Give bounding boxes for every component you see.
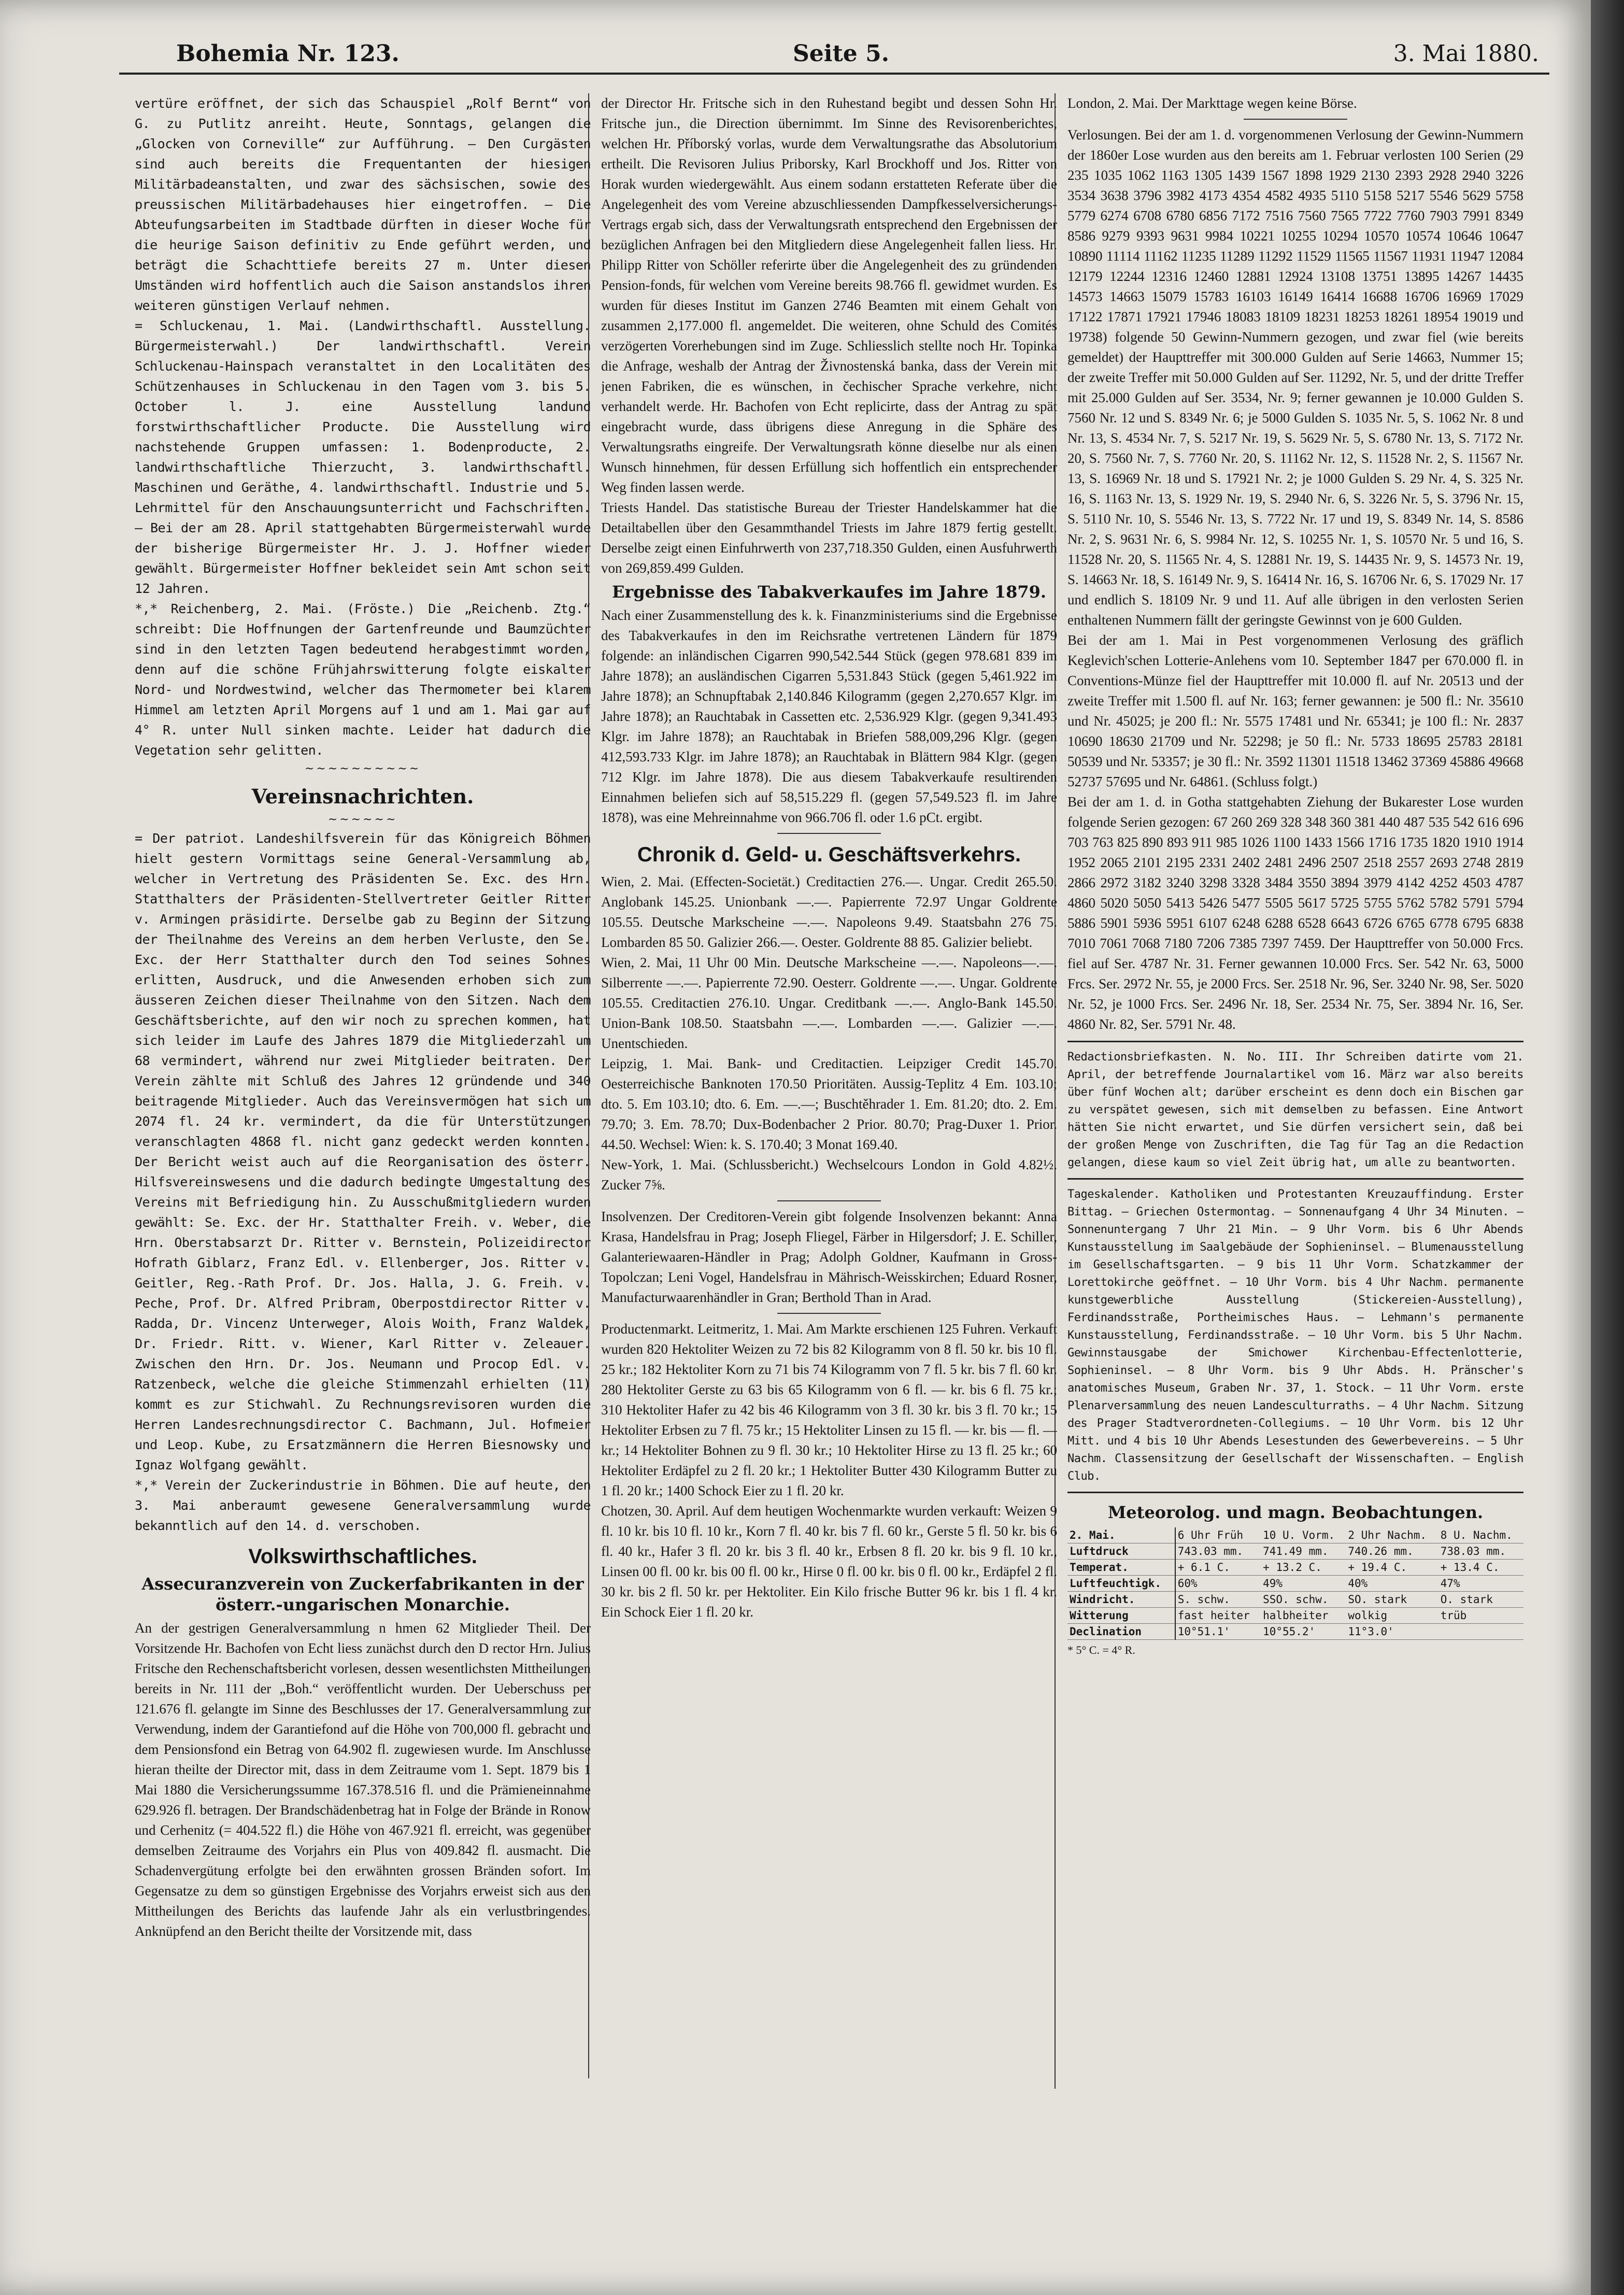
meteo-table xyxy=(1067,1527,1523,1640)
table-cell: 6 Uhr Früh xyxy=(1175,1527,1261,1543)
table-row xyxy=(1067,1527,1523,1543)
section-heading-meteo: Meteorolog. und magn. Beobachtungen. xyxy=(1107,1503,1484,1522)
market-wien-societaet: Wien, 2. Mai. (Effecten-Societät.) Creditactien 276.—. Ungar. Credit 265.50. Anglobank 145.25. Unionbank —.—. Papierrente 72.97 Ungar Goldrente 105.55. Deutsche Markscheine —.—. Napoleons 9.49. Staatsbahn 276 75. Lombarden 85 50. Galizier 266.—. Oester. Goldrente 88 85. Galizier beliebt. xyxy=(601,874,1057,950)
section-heading-volkswirthschaft: Volkswirthschaftliches. xyxy=(248,1545,477,1568)
divider xyxy=(777,1313,881,1314)
article-tageskalender: Tageskalender. Katholiken und Protestanten Kreuzauffindung. Erster Bittag. — Griechen Ostermontag. — Sonnenaufgang 4 Uhr 34 Minuten. — Sonnenuntergang 7 Uhr 21 Min. — 9 Uhr Vorm. bis 6 Uhr Abends Kunstausstellung im Saalgebäude der Sophieninsel. — Blumenausstellung im Gesellschaftsgarten. — 9 bis 11 Uhr Vorm. Schatzkammer der Lorettokirche geöffnet. — 10 Uhr Vorm. bis 4 Uhr Nachm. permanente kunstgewerbliche Ausstellung (Stickereien-Ausstellung), Ferdinandsstraße, Portheimisches Haus. — Lehmann's permanente Kunstausstellung, Ferdinandsstraße. — 10 Uhr Vorm. bis 5 Uhr Nachm. Gewinnstausgabe der Smichower Kirchenbau-Effectenlotterie, Sophieninsel. — 8 Uhr Vorm. bis 9 Uhr Abds. H. Pränscher's anatomisches Museum, Graben Nr. 37, 1. Stock. — 11 Uhr Vorm. erste Plenarversammlung des neuen Landesculturraths. — 4 Uhr Nachm. Sitzung des Prager Stadtverordneten-Collegiums. — 10 Uhr Vorm. bis 12 Uhr Mitt. und 4 bis 10 Uhr Abends Lesestunden des Gewerbevereins. — 5 Uhr Nachm. Classensitzung der Gesellschaft der Wissenschaften. — English Club. xyxy=(1067,1188,1523,1483)
table-cell: 40% xyxy=(1346,1576,1438,1592)
table-cell: 49% xyxy=(1261,1576,1346,1592)
page-edge-shadow xyxy=(1591,0,1624,2295)
table-row xyxy=(1067,1560,1523,1576)
column-1 xyxy=(135,93,591,2073)
column-3 xyxy=(1067,93,1523,2078)
divider xyxy=(777,833,881,834)
divider: ~~~~~~~~~~ xyxy=(304,762,421,775)
table-cell: + 13.4 C. xyxy=(1438,1560,1523,1576)
market-new-york: New-York, 1. Mai. (Schlussbericht.) Wechselcours London in Gold 4.82½. Zucker 7⅝. xyxy=(601,1157,1057,1193)
page-content xyxy=(119,36,1549,2265)
header-date: 3. Mai 1880. xyxy=(1393,40,1539,67)
article-schluckenau: = Schluckenau, 1. Mai. (Landwirthschaftl. Ausstellung. Bürgermeisterwahl.) Der landwirthschaftl. Verein Schluckenau-Hainspach veranstaltet in den Localitäten des Schützenhauses in Schluckenau in den Tagen vom 3. bis 5. October l. J. eine Ausstellung landund forstwirthschaftlicher Producte. Die Ausstellung wird nachstehende Gruppen umfassen: 1. Bodenproducte, 2. landwirthschaftliche Thierzucht, 3. landwirthschaftl. Maschinen und Geräthe, 4. landwirthschaftl. Industrie und 5. Lehrmittel für den Anschauungsunterricht und Fachschriften. — Bei der am 28. April stattgehabten Bürgermeisterwahl wurde der bisherige Bürgermeister Hr. J. J. Hoffner wieder gewählt. Bürgermeister Hoffner bekleidet sein Amt schon seit 12 Jahren. xyxy=(135,318,591,596)
table-row xyxy=(1067,1592,1523,1608)
table-cell: 2. Mai. xyxy=(1067,1527,1175,1543)
article-keglevich: Bei der am 1. Mai in Pest vorgenommenen Verlosung des gräflich Keglevich'schen Lotterie-Anlehens vom 10. September 1847 per 670.000 fl. in Conventions-Münze fiel der Haupttreffer mit 10.000 fl. auf Nr. 20513 und der zweite Treffer mit 1.500 fl. auf Nr. 163; ferner gewannen: je 500 fl.: Nr. 35610 und Nr. 45025; je 200 fl.: Nr. 5575 17481 und Nr. 65341; je 100 fl.: Nr. 2837 10690 18630 21709 und Nr. 52298; je 50 fl.: Nr. 5733 18695 25783 28181 50539 und Nr. 53357; je 30 fl.: Nr. 3592 11301 11518 13462 37369 45886 49668 52737 57695 und Nr. 64861. (Schluss folgt.) xyxy=(1067,632,1523,789)
table-cell: trüb xyxy=(1438,1608,1523,1624)
market-leitmeritz: Productenmarkt. Leitmeritz, 1. Mai. Am Markte erschienen 125 Fuhren. Verkauft wurden 820 Hektoliter Weizen zu 72 bis 82 Kilogramm von 8 fl. 50 kr. bis 10 fl. 25 kr.; 182 Hektoliter Korn zu 71 bis 74 Kilogramm von 7 fl. 5 kr. bis 7 fl. 60 kr. 280 Hektoliter Gerste zu 63 bis 65 Kilogramm von 6 fl. — kr. bis 6 fl. 75 kr.; 310 Hektoliter Hafer zu 42 bis 46 Kilogramm von 3 fl. 30 kr. bis 3 fl. 70 kr.; 15 Hektoliter Erbsen zu 7 fl. 75 kr.; 15 Hektoliter Linsen zu 15 fl. — kr. bis — fl. — kr.; 14 Hektoliter Bohnen zu 9 fl. 30 kr.; 10 Hektoliter Hirse zu 13 fl. 25 kr.; 60 Hektoliter Erdäpfel zu 2 fl. 20 kr.; 1 Hektoliter Butter 430 Kilogramm Butter zu 1 fl. 20 kr.; 1400 Schock Eier zu 1 fl. 20 kr. xyxy=(601,1321,1057,1498)
divider xyxy=(1244,119,1347,120)
table-cell: 2 Uhr Nachm. xyxy=(1346,1527,1438,1543)
market-wien: Wien, 2. Mai, 11 Uhr 00 Min. Deutsche Markscheine —.—. Napoleons—.—. Silberrente —.—. Papierrente 72.90. Oesterr. Goldrente —.—. Ungar. Goldrente 105.55. Creditactien 276.10. Ungar. Creditbank —.—. Anglo-Bank 145.50. Union-Bank 108.50. Staatsbahn —.—. Lombarden —.—. Galizier —.—. Unentschieden. xyxy=(601,955,1057,1051)
table-cell: 740.26 mm. xyxy=(1346,1543,1438,1560)
table-row xyxy=(1067,1624,1523,1640)
table-cell: Windricht. xyxy=(1067,1592,1175,1608)
article-reichenberg: *,* Reichenberg, 2. Mai. (Fröste.) Die „Reichenb. Ztg.“ schreibt: Die Hoffnungen der Gartenfreunde und Baumzüchter sind in den letzten Tagen bedeutend herabgestimmt worden, denn auf die schöne Frühjahrswitterung folgte eiskalter Nord- und Nordwestwind, welcher das Thermometer bei klarem Himmel am letzten April Morgens auf 1 und am 1. Mai gar auf 4° R. unter Null sinken machte. Leider hat dadurch die Vegetation sehr gelitten. xyxy=(135,601,591,758)
meteo-note: * 5° C. = 4° R. xyxy=(1067,1644,1135,1656)
divider xyxy=(1067,1492,1523,1493)
article-briefkasten: Redactionsbriefkasten. N. No. III. Ihr Schreiben datirte vom 21. April, der betreffende Journalartikel vom 16. März war also bereits über fünf Wochen alt; darüber erscheint es denn doch ein Bischen gar zu verspätet gewesen, sich mit demselben zu befassen. Eine Antwort hätten Sie nicht erwartet, und Sie dürfen versichert sein, daß bei der großen Menge von Zuschriften, die Tag für Tag an die Redaction gelangen, diese kaum so viel Zeit übrig hat, um alle zu beantworten. xyxy=(1067,1051,1523,1169)
table-cell: halbheiter xyxy=(1261,1608,1346,1624)
article-heading-assecuranz: Assecuranzverein von Zuckerfabrikanten in der österr.-ungarischen Monarchie. xyxy=(141,1574,584,1614)
table-cell: 10°51.1' xyxy=(1175,1624,1261,1640)
article-zuckerindustrie: *,* Verein der Zuckerindustrie in Böhmen. Die auf heute, den 3. Mai anberaumt gewesene Generalversammlung wurde bekanntlich auf den 14. d. verschoben. xyxy=(135,1478,591,1533)
divider xyxy=(1067,1041,1523,1042)
table-cell: 8 U. Nachm. xyxy=(1438,1527,1523,1543)
article-bukarester: Bei der am 1. d. in Gotha stattgehabten Ziehung der Bukarester Lose wurden folgende Serien gezogen: 67 260 269 328 348 360 381 440 487 535 542 616 696 703 763 825 890 893 911 985 1026 1100 1433 1566 1716 1735 1820 1910 1914 1952 2065 2101 2195 2331 2402 2481 2496 2507 2518 2557 2693 2748 2819 2866 2972 3182 3240 3298 3328 3484 3550 3894 3979 4142 4252 4503 4787 4860 5020 5050 5413 5426 5477 5505 5617 5725 5755 5762 5782 5791 5794 5886 5901 5936 5951 6107 6248 6288 6528 6643 6726 6765 6778 6795 6838 7010 7061 7068 7180 7206 7385 7397 7459. Der Haupttreffer von 50.000 Frcs. fiel auf Ser. 4787 Nr. 31. Ferner gewannen 10.000 Frcs. Ser. 542 Nr. 63, 5000 Frcs. Ser. 2972 Nr. 55, je 2000 Frcs. Ser. 2518 Nr. 96, Ser. 3240 Nr. 98, Ser. 5020 Nr. 52, je 1000 Frcs. Ser. 2496 Nr. 18, Ser. 2534 Nr. 75, Ser. 3894 Nr. 16, Ser. 4860 Nr. 82, Ser. 5791 Nr. 48. xyxy=(1067,794,1523,1032)
column-2 xyxy=(601,93,1057,2115)
table-cell: + 13.2 C. xyxy=(1261,1560,1346,1576)
table-cell: Luftdruck xyxy=(1067,1543,1175,1560)
table-cell: fast heiter xyxy=(1175,1608,1261,1624)
market-leipzig: Leipzig, 1. Mai. Bank- und Creditactien. Leipziger Credit 145.70. Oesterreichische Banknoten 170.50 Prioritäten. Aussig-Teplitz 4 Em. 103.10; dto. 5. Em 103.10; dto. 6. Em. —.—; Buschtěhrader 1. Em. 81.20; dto. 2. Em. 79.70; 3. Em. 78.70; Dux-Bodenbacher 2 Prior. 80.70; Prag-Duxer 1. Prior. 44.50. Wechsel: Wien: k. S. 170.40; 3 Monat 169.40. xyxy=(601,1056,1057,1152)
table-cell: + 6.1 C. xyxy=(1175,1560,1261,1576)
table-row xyxy=(1067,1608,1523,1624)
section-heading-chronik: Chronik d. Geld- u. Geschäftsverkehrs. xyxy=(637,843,1021,866)
table-cell: O. stark xyxy=(1438,1592,1523,1608)
page-header xyxy=(119,36,1549,75)
article-assecuranz: An der gestrigen Generalversammlung n hmen 62 Mitglieder Theil. Der Vorsitzende Hr. Bachofen von Echt liess zunächst durch den D rector Hrn. Julius Fritsche den Rechenschaftsbericht vorlesen, dessen wesentlichsten Mittheilungen bereits in Nr. 111 der „Boh.“ veröffentlicht wurden. Der Ueberschuss per 121.676 fl. gelangte im Sinne des Beschlusses der 17. Generalversammlung zur Verwendung, indem der Garantiefond auf die Höhe von 700,000 fl. gebracht und dem Pensionsfond ein Betrag von 64.902 fl. zugewiesen wurde. Im Anschlusse hieran theilte der Director mit, dass in dem Zeitraume vom 1. Sept. 1879 bis 1 Mai 1880 die Versicherungssumme 167.378.516 fl. und die Prämieneinnahme 629.926 fl. betragen. Der Brandschädenbetrag hat in Folge der Brände in Ronow und Cerhenitz (= 404.522 fl.) die Höhe von 467.921 fl. erreicht, was gegenüber demselben Zeitraume des Vorjahrs ein Plus von 409.842 fl. ausmacht. Die Schadenvergütung erfolgte bei den erwähnten grossen Bränden sofort. Im Gegensatze zu dem so günstigen Ergebnisse des Vorjahrs erweist sich aus den Mittheilungen des Berichts das laufende Jahr als ein verlustbringendes. Anknüpfend an den Bericht theilte der Vorsitzende mit, dass xyxy=(135,1620,591,1939)
table-row xyxy=(1067,1576,1523,1592)
table-cell: S. schw. xyxy=(1175,1592,1261,1608)
header-page-number: Seite 5. xyxy=(793,40,890,67)
table-cell: 60% xyxy=(1175,1576,1261,1592)
article-tabak: Nach einer Zusammenstellung des k. k. Finanzministeriums sind die Ergebnisse des Tabakverkaufes in den im Reichsrathe vertretenen Ländern für 1879 folgende: an inländischen Cigarren 990,542.544 Stück (gegen 978.681 839 im Jahre 1878); an ausländischen Cigarren 5,531.843 Stück (gegen 5,461.922 im Jahre 1878); an Schnupftabak 2,140.846 Kilogramm (gegen 2,270.657 Klgr. im Jahre 1878); an Rauchtabak in Cassetten etc. 2,536.929 Klgr. (gegen 9,341.493 Klgr. im Jahre 1878); an Rauchtabak in Briefen 588,009,296 Klgr. (gegen 412,593.733 Klgr. im Jahre 1878); an Rauchtabak in Blättern 984 Klgr. (gegen 712 Klgr. im Jahre 1878). Die aus diesem Tabakverkaufe resultirenden Einnahmen beliefen sich auf 58,515.229 fl. (gegen 57,549.523 fl. im Jahre 1878), was eine Mehreinnahme von 966.706 fl. oder 1.6 pCt. ergibt. xyxy=(601,607,1057,825)
table-cell: Temperat. xyxy=(1067,1560,1175,1576)
table-cell: Declination xyxy=(1067,1624,1175,1640)
table-cell: Witterung xyxy=(1067,1608,1175,1624)
article-triest: Triests Handel. Das statistische Bureau der Triester Handelskammer hat die Detailtabellen über den Gesammthandel Triests im Jahre 1879 fertig gestellt. Derselbe zeigt einen Einfuhrwerth von 237,718.350 Gulden, einen Ausfuhrwerth von 269,859.499 Gulden. xyxy=(601,500,1057,576)
article-insolvenzen: Insolvenzen. Der Creditoren-Verein gibt folgende Insolvenzen bekannt: Anna Krasa, Handelsfrau in Prag; Joseph Fliegel, Färber in Hilgersdorf; J. E. Schiller, Galanteriewaaren-Händler in Prag; Adolph Goldner, Kaufmann in Gross-Topolczan; Leni Vogel, Handelsfrau in Mährisch-Weisskirchen; Eduard Rosner, Manufacturwaarenhändler in Gran; Berthold Than in Arad. xyxy=(601,1209,1057,1305)
table-cell: 741.49 mm. xyxy=(1261,1543,1346,1560)
divider xyxy=(1067,1178,1523,1180)
table-cell: 10°55.2' xyxy=(1261,1624,1346,1640)
table-cell: 10 U. Vorm. xyxy=(1261,1527,1346,1543)
section-heading-verein: Vereinsnachrichten. xyxy=(251,785,474,808)
header-issue: Bohemia Nr. 123. xyxy=(176,40,400,67)
table-cell: + 19.4 C. xyxy=(1346,1560,1438,1576)
market-london: London, 2. Mai. Der Markttage wegen keine Börse. xyxy=(1067,95,1357,111)
table-cell: wolkig xyxy=(1346,1608,1438,1624)
table-cell: 47% xyxy=(1438,1576,1523,1592)
article-landeshilfsverein: = Der patriot. Landeshilfsverein für das Königreich Böhmen hielt gestern Vormittags seine General-Versammlung ab, welcher in Vertretung des Präsidenten Se. Exc. des Hrn. Statthalters der Präsidenten-Stellvertreter Geitler Ritter v. Armingen präsidirte. Derselbe gab zu Beginn der Sitzung der Theilnahme des Vereins an dem herben Verluste, den Se. Exc. der Herr Statthalter durch den Tod seines Sohnes erlitten, Ausdruck, und die Anwesenden erhoben sich zum äusseren Zeichen dieser Theilnahme von den Sitzen. Nach dem Geschäftsberichte, auf den wir noch zu sprechen kommen, hat sich leider im Laufe des Jahres 1879 die Mitgliederzahl um 68 vermindert, während nur zwei Mitglieder beitraten. Der Verein zählte mit Schluß des Jahres 12 gründende und 340 beitragende Mitglieder. Auch das Vereinsvermögen hat sich um 2074 fl. 24 kr. vermindert, da die für Unterstützungen veranschlagten 4868 fl. nicht ganz gedeckt werden konnten. Der Bericht weist auch auf die Reorganisation des österr. Hilfsvereinswesens und die dadurch bedingte Umgestaltung des Vereins mit Befriedigung hin. Zu Ausschußmitgliedern wurden gewählt: Se. Exc. der Hr. Statthalter Freih. v. Weber, die Hrn. Oberstabsarzt Dr. Ritter v. Bernstein, Polizeidirector Hofrath Giblarz, Franz Edl. v. Ellenberger, Jos. Ritter v. Geitler, Reg.-Rath Prof. Dr. Jos. Halla, J. G. Freih. v. Peche, Prof. Dr. Alfred Pribram, Oberpostdirector Ritter v. Radda, Dr. Vincenz Unterweger, Alois Woith, Franz Waldek, Dr. Friedr. Ritt. v. Wiener, Karl Ritter v. Zeleauer. Zwischen den Hrn. Dr. Jos. Neumann und Procop Edl. v. Ratzenbeck, welche die gleiche Stimmenzahl erhielten (11) kommt es zur Stichwahl. Zu Rechnungsrevisoren wurden die Herren Landesrechnungsdirector C. Bachmann, Jul. Hofmeier und Leop. Kube, zu Ersatzmännern die Herren Biesnowsky und Ignaz Wolfgang gewählt. xyxy=(135,831,591,1472)
divider xyxy=(777,1200,881,1201)
table-cell xyxy=(1438,1624,1523,1640)
table-cell: SSO. schw. xyxy=(1261,1592,1346,1608)
article-theater: vertüre eröffnet, der sich das Schauspiel „Rolf Bernt“ von G. zu Putlitz anreiht. Heute, Sonntags, gelangen die „Glocken von Corneville“ zur Aufführung. — Den Curgästen sind auch bereits die Frequentanten der hiesigen Militärbadeanstalten, und zwar des sächsischen, sowie des preussischen Militärbadehauses hier eingetroffen. — Die Abteufungsarbeiten im Stadtbade dürften in dieser Woche für die heurige Saison definitiv zu Ende geführt werden, und beträgt die Schachttiefe bereits 27 m. Unter diesen Umständen wird hoffentlich auch die Saison anstandslos ihren weiteren günstigen Verlauf nehmen. xyxy=(135,96,591,313)
table-cell: SO. stark xyxy=(1346,1592,1438,1608)
table-cell: 743.03 mm. xyxy=(1175,1543,1261,1560)
table-cell: 738.03 mm. xyxy=(1438,1543,1523,1560)
article-heading-tabak: Ergebnisse des Tabakverkaufes im Jahre 1879. xyxy=(611,582,1047,602)
article-verlosungen: Verlosungen. Bei der am 1. d. vorgenommenen Verlosung der Gewinn-Nummern der 1860er Lose wurden aus den bereits am 1. Februar verlosten 100 Serien (29 235 1035 1062 1163 1305 1439 1567 1898 1929 2130 2393 2928 2940 3226 3534 3638 3796 3982 4173 4354 4582 4935 5110 5158 5217 5546 5629 5758 5779 6274 6708 6780 6856 7172 7516 7560 7565 7722 7760 7903 7991 8349 8586 9279 9393 9631 9984 10221 10255 10294 10570 10574 10646 10647 10890 11114 11162 11235 11289 11292 11529 11565 11567 11931 11947 12084 12179 12244 12316 12460 12881 12924 13108 13751 13895 14267 14435 14573 14663 15079 15783 16103 16149 16414 16688 16706 16969 17029 17122 17871 17921 17946 18083 18109 18231 18253 18261 18954 19019 und 19738) folgende 50 Gewinn-Nummern gezogen, und zwar fiel (wie bereits gemeldet) der Haupttreffer mit 300.000 Gulden auf Serie 14663, Nummer 15; der zweite Treffer mit 50.000 Gulden auf Ser. 11292, Nr. 5, und der dritte Treffer mit 25.000 Gulden auf Ser. 3534, Nr. 9; ferner gewannen je 10.000 Gulden S. 7560 Nr. 12 und S. 8349 Nr. 6; je 5000 Gulden S. 1035 Nr. 5, S. 1062 Nr. 8 und Nr. 13, S. 4534 Nr. 7, S. 5217 Nr. 19, S. 5629 Nr. 5, S. 6780 Nr. 13, S. 7172 Nr. 20, S. 7560 Nr. 7, S. 7760 Nr. 20, S. 11162 Nr. 12, S. 11528 Nr. 2, S. 11567 Nr. 13, S. 16969 Nr. 18 und S. 17921 Nr. 2; je 1000 Gulden S. 29 Nr. 4, S. 325 Nr. 16, S. 1163 Nr. 13, S. 1929 Nr. 19, S. 2940 Nr. 6, S. 3226 Nr. 5, S. 3796 Nr. 15, S. 5110 Nr. 10, S. 5546 Nr. 13, S. 7722 Nr. 17 und 19, S. 8349 Nr. 14, S. 8586 Nr. 2, S. 9631 Nr. 6, S. 9984 Nr. 12, S. 10255 Nr. 1, S. 10570 Nr. 5 und 16, S. 11528 Nr. 20, S. 11565 Nr. 4, S. 12881 Nr. 19, S. 14435 Nr. 9, S. 14573 Nr. 19, S. 14663 Nr. 18, S. 16149 Nr. 9, S. 16414 Nr. 16, S. 16706 Nr. 6, S. 17029 Nr. 17 und endlich S. 18109 Nr. 9 und 11. Auf alle übrigen in den verlosten Serien enthaltenen Nummern fällt der geringste Gewinnst von je 600 Gulden. xyxy=(1067,127,1523,628)
table-cell: 11°3.0' xyxy=(1346,1624,1438,1640)
market-chotzen: Chotzen, 30. April. Auf dem heutigen Wochenmarkte wurden verkauft: Weizen 9 fl. 10 kr. bis 10 fl. 10 kr., Korn 7 fl. 40 kr. bis 7 fl. 60 kr., Gerste 5 fl. 50 kr. bis 6 fl. 40 kr., Hafer 3 fl. 20 kr. bis 3 fl. 40 kr., Erbsen 8 fl. 20 kr. bis 9 fl. 10 kr., Linsen 00 fl. 00 kr. bis 00 fl. 00 kr., Hirse 0 fl. 00 kr. bis 0 fl. 00 kr., Erdäpfel 2 fl. 30 kr. bis 2 fl. 50 kr. per Hektoliter. Ein Kilo frische Butter 96 kr. bis 1 fl. 4 kr. Ein Schock Eier 1 fl. 20 kr. xyxy=(601,1503,1057,1620)
table-row xyxy=(1067,1543,1523,1560)
article-assecuranz-cont: der Director Hr. Fritsche sich in den Ruhestand begibt und dessen Sohn Hr. Fritsche jun., die Direction übernimmt. Im Sinne des Revisorenberichtes, welchen Hr. Příborský vorlas, wurde dem Verwaltungsrathe das Absolutorium ertheilt. Die Revisoren Julius Priborsky, Karl Brockhoff und Jos. Ritter von Horak wurden wiedergewählt. Aus einem sodann erstatteten Referate über die Angelegenheit des vom Vereine abzuschliessenden Dampfkesselversicherungs-Vertrags ergab sich, dass der Verwaltungsrath entsprechend den Ergebnissen der bezüglichen Anfragen bei den Mitgliedern diese Angelegenheit fallen liess. Hr. Philipp Ritter von Schöller referirte über die Angelegenheit des zu gründenden Pension-fonds, für welchen vom Vereine bereits 98.766 fl. gewidmet wurden. Es wurden für dieses Institut im Ganzen 2746 Beamten mit einem Gehalt von zusammen 2,177.000 fl. angemeldet. Die weiteren, ohne Schuld des Comités verzögerten Vorerhebungen sind im Zuge. Schliesslich stellte noch Hr. Topinka die Anfrage, weshalb der Antrag der Živnostenská banka, dass der Verein mit jenen Fabriken, die es wünschen, in čechischer Sprache verkehre, nicht verhandelt werde. Hr. Bachofen von Echt replicirte, dass der Antrag zu spät eingebracht wurde, dass übrigens diese Anregung in die Sphäre des Verwaltungsraths eingreife. Der Verwaltungsrath könne dieselbe nur als einen Wunsch hinnehmen, für dessen Erfüllung sich hoffentlich ein entsprechender Weg finden lassen werde. xyxy=(601,95,1057,495)
table-cell: Luftfeuchtigk. xyxy=(1067,1576,1175,1592)
divider: ~~~~~~ xyxy=(327,813,398,826)
